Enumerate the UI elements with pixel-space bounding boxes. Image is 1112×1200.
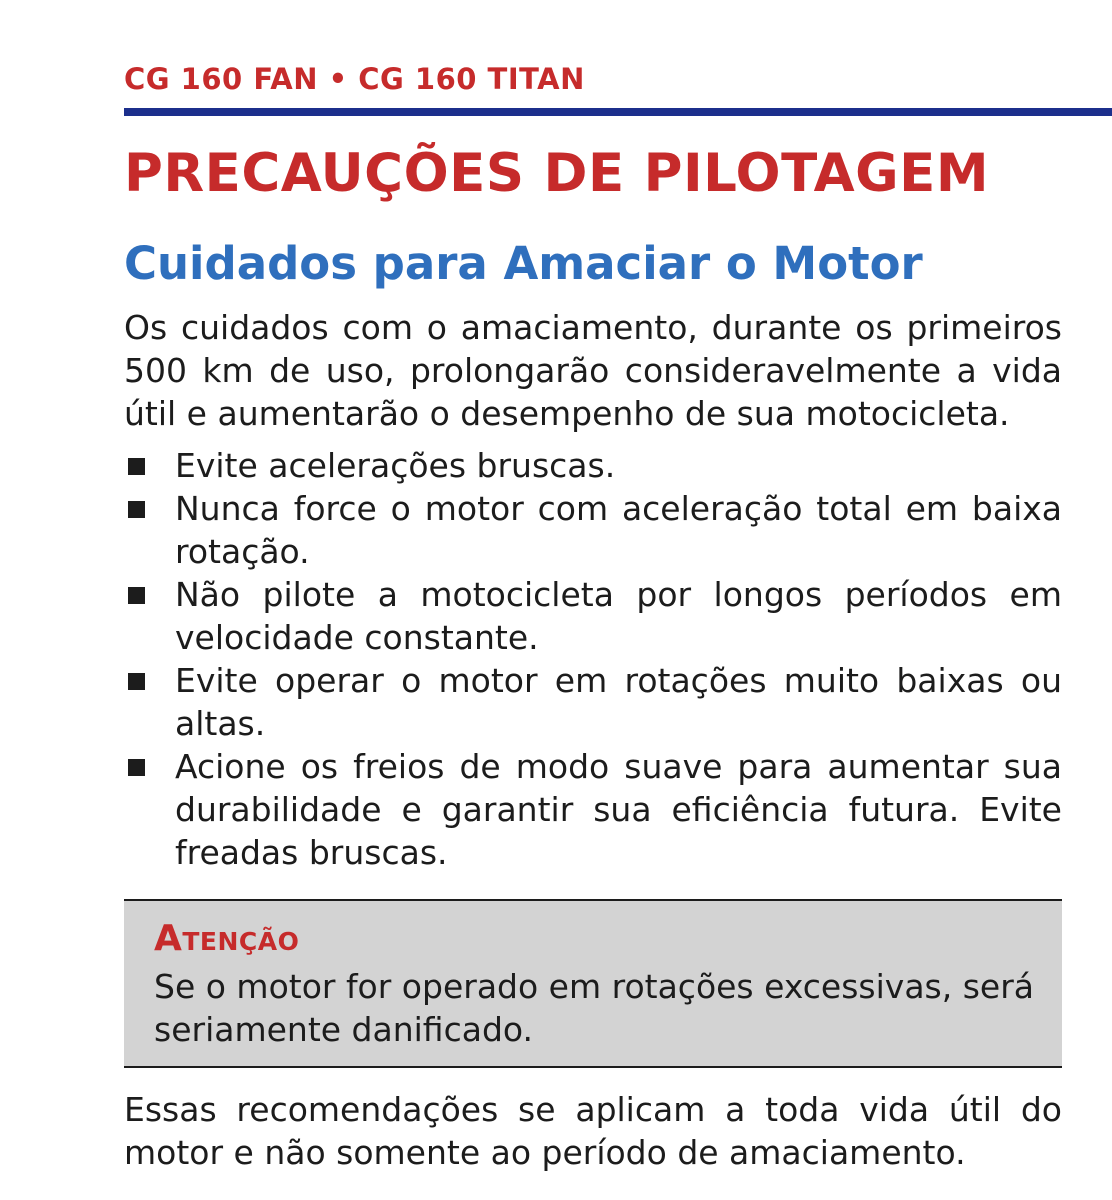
attention-text: Se o motor for operado em rotações excessivas, será seriamente danificado.: [154, 967, 1034, 1049]
square-bullet-icon: [128, 673, 145, 690]
square-bullet-icon: [128, 501, 145, 518]
list-item-text: Evite acelerações bruscas.: [175, 446, 616, 485]
list-item: [124, 573, 1062, 659]
closing-paragraph: Essas recomendações se aplicam a toda vida útil do motor e não somente ao período de amaciamento.: [124, 1090, 1062, 1172]
list-item-text: Acione os freios de modo suave para aumentar sua durabilidade e garantir sua eficiência futura. Evite freadas bruscas.: [175, 747, 1062, 872]
square-bullet-icon: [128, 759, 145, 776]
list-item: [124, 444, 1062, 487]
header-rule: [124, 108, 1112, 116]
list-item-text: Evite operar o motor em rotações muito baixas ou altas.: [175, 661, 1062, 743]
list-item: [124, 659, 1062, 745]
section-title: PRECAUÇÕES DE PILOTAGEM: [124, 143, 990, 204]
attention-box: [124, 899, 1062, 1068]
list-item: [124, 745, 1062, 874]
precautions-list: [124, 444, 1062, 874]
list-item-text: Não pilote a motocicleta por longos períodos em velocidade constante.: [175, 575, 1062, 657]
intro-paragraph: Os cuidados com o amaciamento, durante os primeiros 500 km de uso, prolongarão consideravelmente a vida útil e aumentarão o desempenho de sua motocicleta.: [124, 308, 1062, 433]
list-item: [124, 487, 1062, 573]
square-bullet-icon: [128, 587, 145, 604]
attention-title: Atenção: [154, 918, 300, 959]
page-header-models: CG 160 FAN • CG 160 TITAN: [124, 62, 585, 96]
square-bullet-icon: [128, 458, 145, 475]
subsection-title: Cuidados para Amaciar o Motor: [124, 237, 923, 290]
list-item-text: Nunca force o motor com aceleração total em baixa rotação.: [175, 489, 1062, 571]
